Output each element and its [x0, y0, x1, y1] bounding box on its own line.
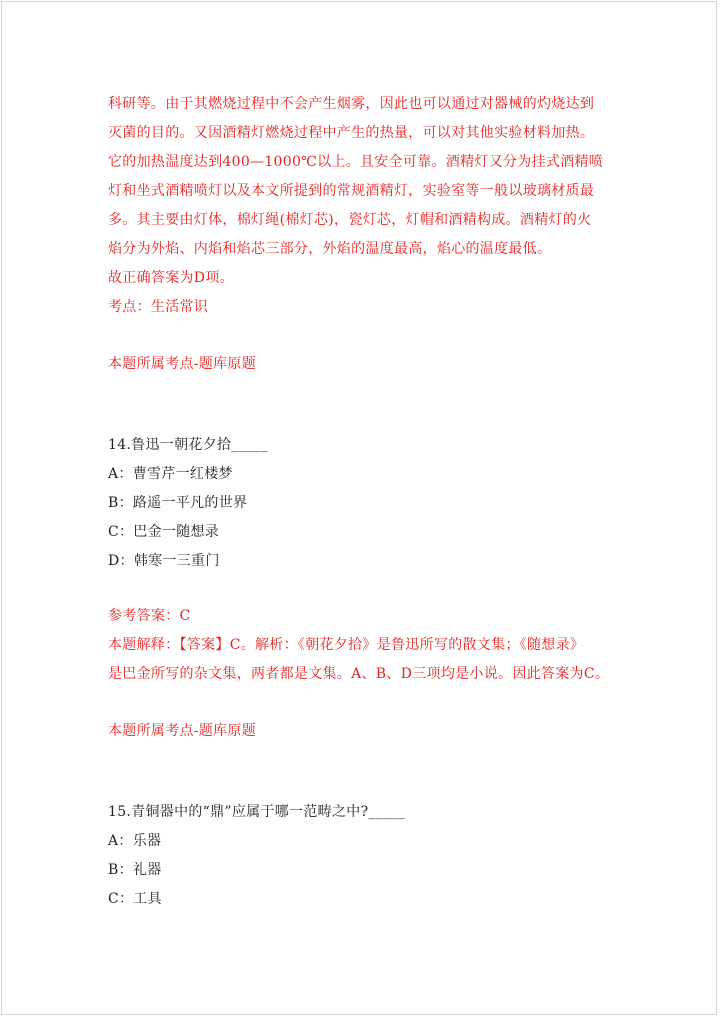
- q14-answer-block: [108, 602, 618, 689]
- explanation-line: 是巴金所写的杂文集，两者都是文集。A、B、D三项均是小说。因此答案为C。: [108, 666, 610, 682]
- kaodian-label: 考点：生活常识: [108, 299, 209, 315]
- question-14: [108, 431, 618, 576]
- option-a: A：曹雪芹一红楼梦: [108, 466, 233, 482]
- document-content: [108, 90, 618, 914]
- source-note: 本题所属考点-题库原题: [108, 723, 257, 739]
- explanation-line: 本题解释：【答案】C。解析：《朝花夕拾》是鲁迅所写的散文集；《随想录》: [108, 637, 585, 653]
- question-stem: 15.青铜器中的“鼎”应属于哪一范畴之中?_____: [108, 804, 405, 820]
- explanation-line: 多。其主要由灯体，棉灯绳(棉灯芯)，瓷灯芯，灯帽和酒精构成。酒精灯的火: [108, 212, 592, 228]
- explanation-line: 灭菌的目的。又因酒精灯燃烧过程中产生的热量，可以对其他实验材料加热。: [108, 125, 595, 141]
- option-b: B：路遥一平凡的世界: [108, 495, 248, 511]
- option-d: D：韩寒一三重门: [108, 553, 220, 569]
- option-c: C：巴金一随想录: [108, 524, 220, 540]
- option-c: C：工具: [108, 891, 162, 907]
- reference-answer: 参考答案：C: [108, 608, 191, 624]
- q13-explanation: [108, 90, 618, 322]
- explanation-line: 焰分为外焰、内焰和焰芯三部分，外焰的温度最高，焰心的温度最低。: [108, 241, 552, 257]
- option-b: B：礼器: [108, 862, 162, 878]
- explanation-line: 它的加热温度达到400—1000℃以上。且安全可靠。酒精灯又分为挂式酒精喷: [108, 154, 604, 170]
- source-note: 本题所属考点-题库原题: [108, 356, 257, 372]
- question-stem: 14.鲁迅一朝花夕拾_____: [108, 437, 268, 453]
- explanation-line: 灯和坐式酒精喷灯以及本文所提到的常规酒精灯，实验室等一般以玻璃材质最: [108, 183, 595, 199]
- explanation-line: 科研等。由于其燃烧过程中不会产生烟雾，因此也可以通过对器械的灼烧达到: [108, 96, 595, 112]
- correct-answer-line: 故正确答案为D项。: [108, 270, 234, 286]
- question-15: [108, 798, 618, 914]
- option-a: A：乐器: [108, 833, 162, 849]
